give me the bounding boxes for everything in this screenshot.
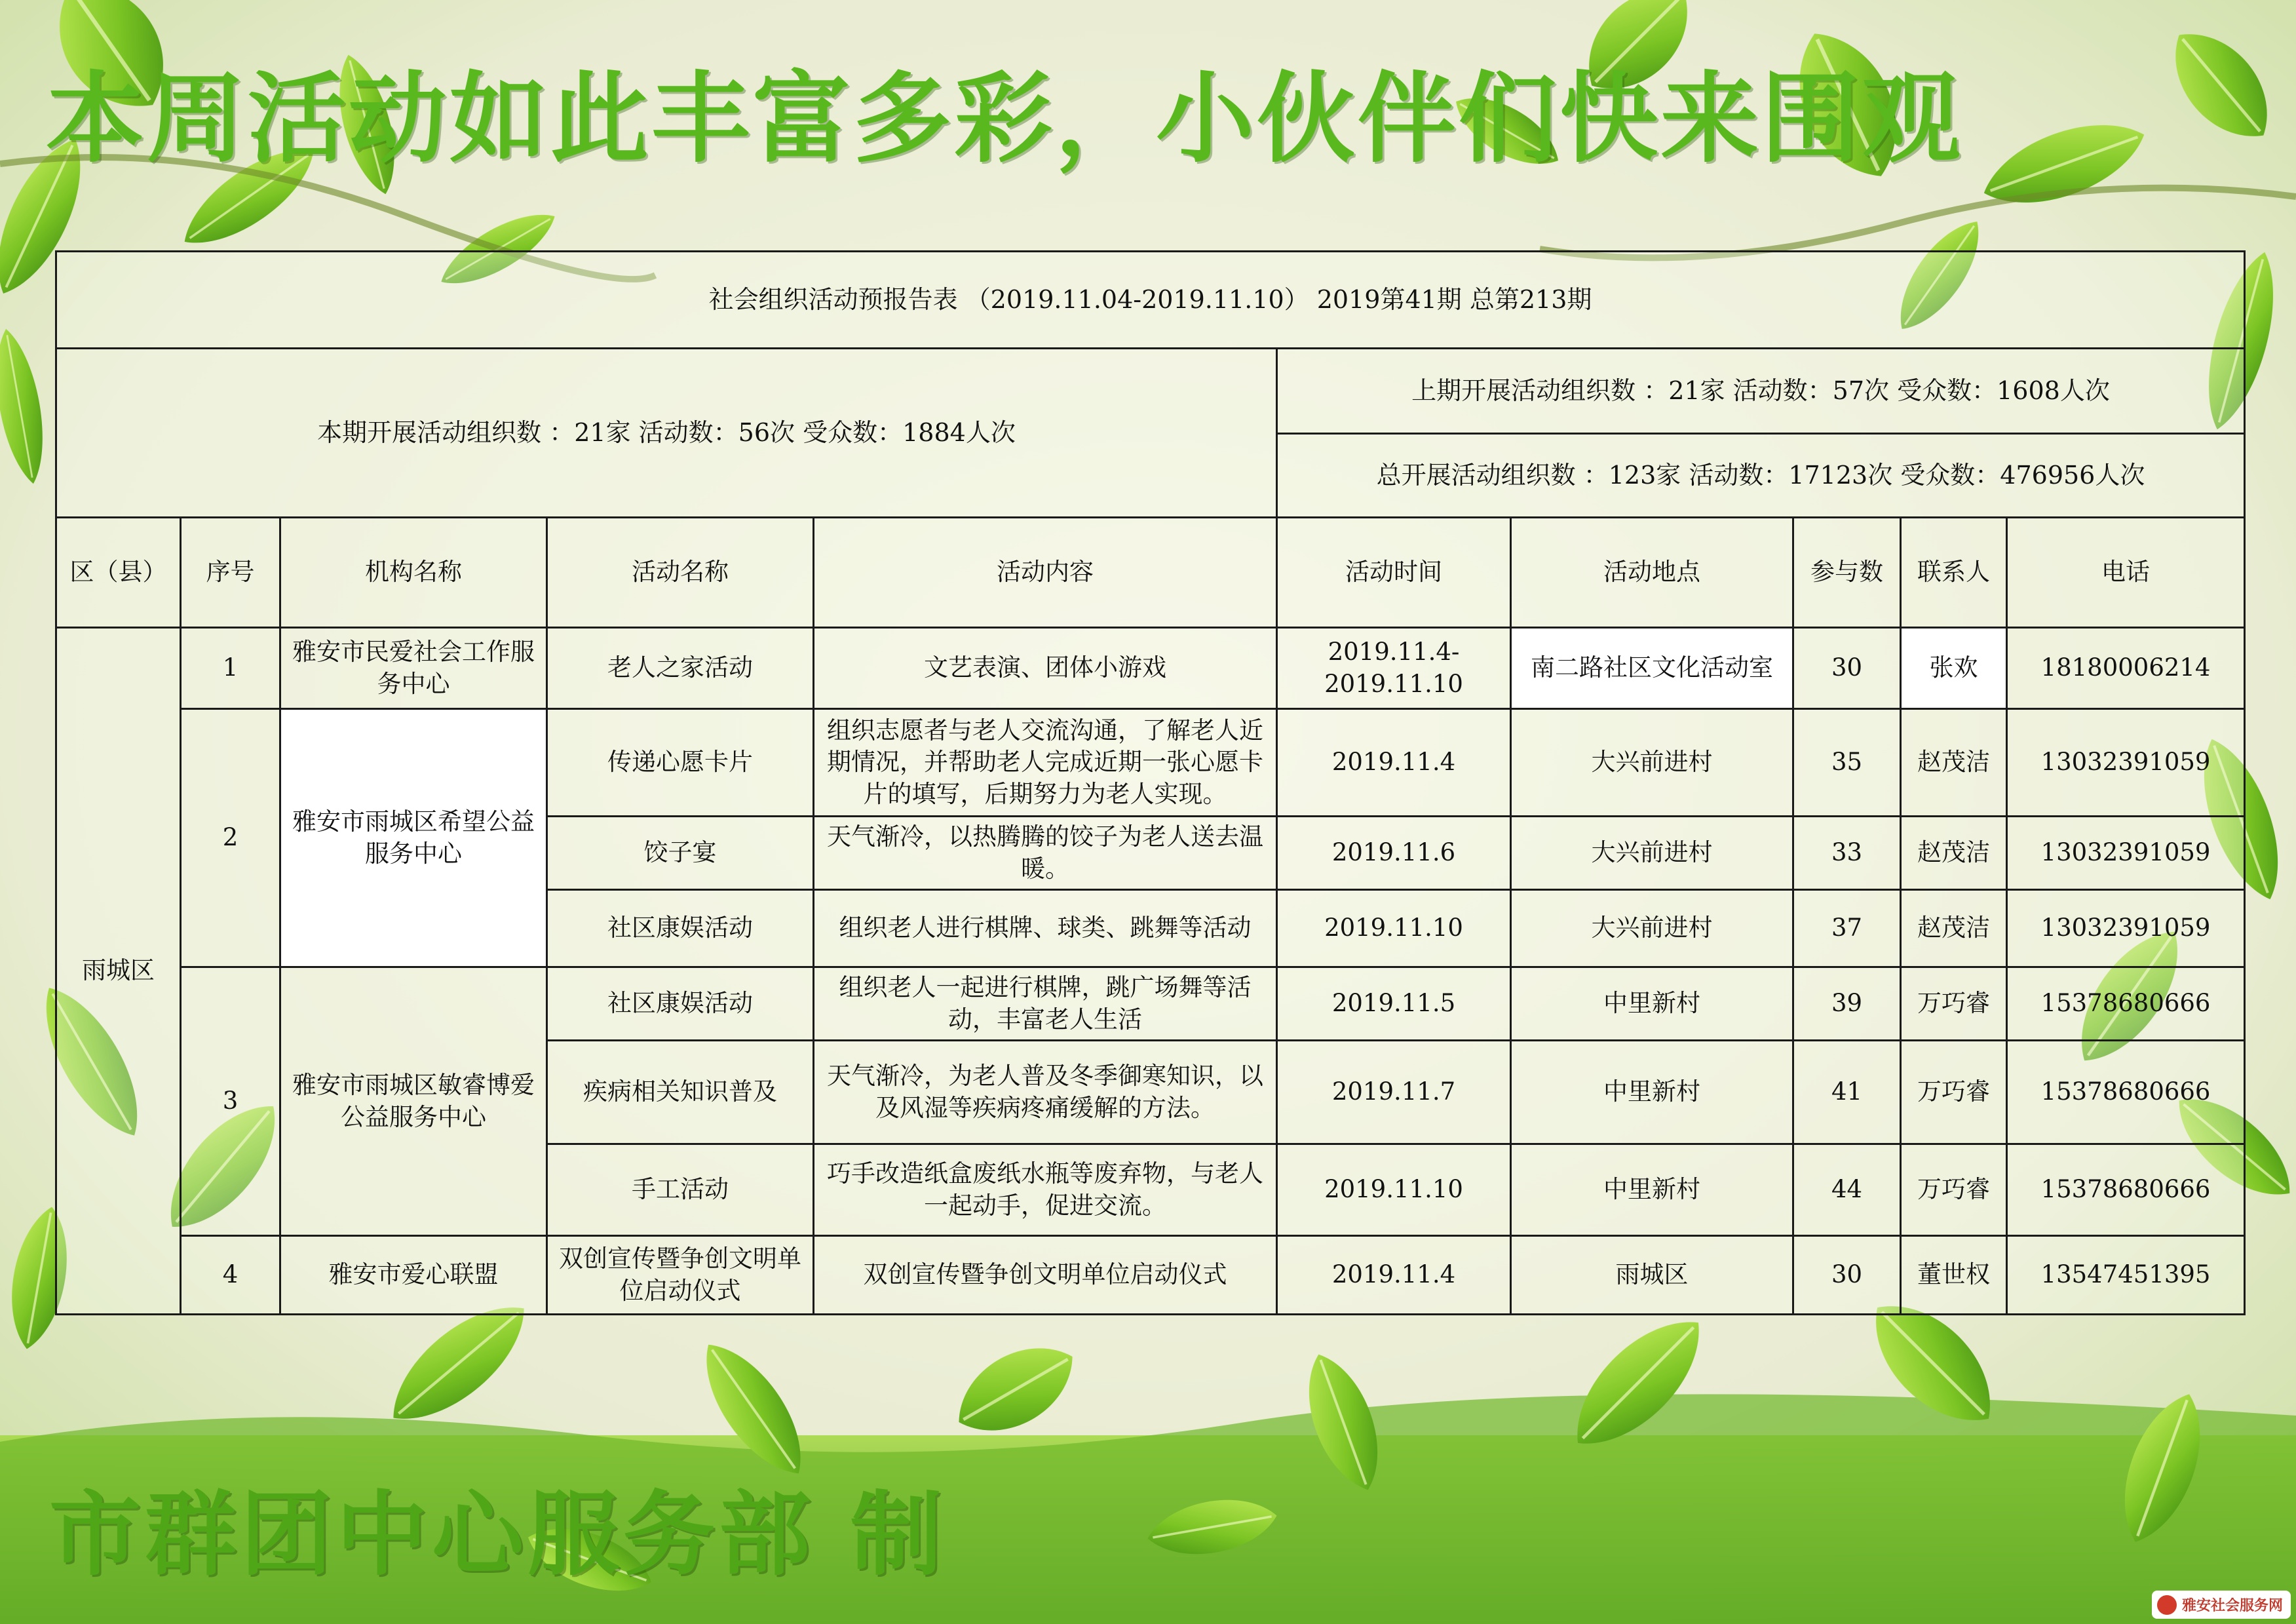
participant-count: 35: [1793, 709, 1901, 817]
org-number: 2: [181, 709, 280, 967]
activity-name: 传递心愿卡片: [547, 709, 814, 817]
contact-phone: 13032391059: [2007, 890, 2245, 967]
activity-name: 手工活动: [547, 1144, 814, 1236]
contact-person: 万巧睿: [1901, 1144, 2007, 1236]
contact-phone: 15378680666: [2007, 967, 2245, 1041]
column-header: 活动名称: [547, 518, 814, 628]
column-header: 联系人: [1901, 518, 2007, 628]
activity-content: 组织志愿者与老人交流沟通，了解老人近期情况，并帮助老人完成近期一张心愿卡片的填写，后期努力为老人实现。: [814, 709, 1277, 817]
org-name: 雅安市爱心联盟: [280, 1236, 547, 1315]
contact-phone: 18180006214: [2007, 628, 2245, 709]
activity-content: 文艺表演、团体小游戏: [814, 628, 1277, 709]
activity-place: 大兴前进村: [1511, 817, 1793, 890]
contact-phone: 13032391059: [2007, 817, 2245, 890]
column-header: 活动时间: [1277, 518, 1511, 628]
participant-count: 41: [1793, 1041, 1901, 1144]
org-number: 3: [181, 967, 280, 1236]
column-header: 活动内容: [814, 518, 1277, 628]
activity-time: 2019.11.6: [1277, 817, 1511, 890]
org-number: 1: [181, 628, 280, 709]
org-name: 雅安市雨城区敏睿博爱公益服务中心: [280, 967, 547, 1236]
headline: 本周活动如此丰富多彩，小伙伴们快来围观: [46, 62, 1964, 176]
watermark-text: 雅安社会服务网: [2181, 1598, 2283, 1614]
org-name: 雅安市民爱社会工作服务中心: [280, 628, 547, 709]
contact-phone: 13547451395: [2007, 1236, 2245, 1315]
table-row: [56, 1236, 2245, 1315]
activity-content: 天气渐冷，以热腾腾的饺子为老人送去温暖。: [814, 817, 1277, 890]
table-row: [56, 709, 2245, 817]
site-watermark: [2152, 1591, 2291, 1619]
activity-name: 社区康娱活动: [547, 890, 814, 967]
participant-count: 37: [1793, 890, 1901, 967]
activity-place: 南二路社区文化活动室: [1511, 628, 1793, 709]
contact-phone: 13032391059: [2007, 709, 2245, 817]
table-row: [56, 628, 2245, 709]
activity-time: 2019.11.10: [1277, 1144, 1511, 1236]
activity-name: 社区康娱活动: [547, 967, 814, 1041]
participant-count: 44: [1793, 1144, 1901, 1236]
activity-place: 中里新村: [1511, 1144, 1793, 1236]
contact-person: 张欢: [1901, 628, 2007, 709]
activity-content: 双创宣传暨争创文明单位启动仪式: [814, 1236, 1277, 1315]
activity-time: 2019.11.4: [1277, 709, 1511, 817]
contact-phone: 15378680666: [2007, 1041, 2245, 1144]
activity-place: 中里新村: [1511, 1041, 1793, 1144]
activity-name: 疾病相关知识普及: [547, 1041, 814, 1144]
activity-name: 饺子宴: [547, 817, 814, 890]
activity-name: 老人之家活动: [547, 628, 814, 709]
footer-credit: 市群团中心服务部 制: [49, 1482, 946, 1589]
site-logo-icon: [2157, 1595, 2177, 1615]
report-title: 社会组织活动预报告表 （2019.11.04-2019.11.10） 2019第41期 总第213期: [56, 252, 2245, 349]
contact-person: 赵茂洁: [1901, 817, 2007, 890]
column-header: 序号: [181, 518, 280, 628]
participant-count: 39: [1793, 967, 1901, 1041]
activity-place: 中里新村: [1511, 967, 1793, 1041]
contact-person: 赵茂洁: [1901, 709, 2007, 817]
column-header: 机构名称: [280, 518, 547, 628]
activity-time: 2019.11.4: [1277, 1236, 1511, 1315]
participant-count: 33: [1793, 817, 1901, 890]
activity-content: 天气渐冷，为老人普及冬季御寒知识，以及风湿等疾病疼痛缓解的方法。: [814, 1041, 1277, 1144]
table-row: [56, 967, 2245, 1041]
district-cell: 雨城区: [56, 628, 181, 1315]
activity-time: 2019.11.4-2019.11.10: [1277, 628, 1511, 709]
column-header: 区（县）: [56, 518, 181, 628]
org-number: 4: [181, 1236, 280, 1315]
activity-content: 组织老人一起进行棋牌，跳广场舞等活动，丰富老人生活: [814, 967, 1277, 1041]
contact-person: 赵茂洁: [1901, 890, 2007, 967]
last-period-summary: 上期开展活动组织数 ：21家 活动数：57次 受众数：1608人次: [1277, 349, 2245, 434]
activity-content: 组织老人进行棋牌、球类、跳舞等活动: [814, 890, 1277, 967]
participant-count: 30: [1793, 628, 1901, 709]
activity-name: 双创宣传暨争创文明单位启动仪式: [547, 1236, 814, 1315]
org-name: 雅安市雨城区希望公益服务中心: [280, 709, 547, 967]
column-header: 电话: [2007, 518, 2245, 628]
activity-content: 巧手改造纸盒废纸水瓶等废弃物，与老人一起动手，促进交流。: [814, 1144, 1277, 1236]
activity-place: 大兴前进村: [1511, 890, 1793, 967]
participant-count: 30: [1793, 1236, 1901, 1315]
this-period-summary: 本期开展活动组织数 ：21家 活动数：56次 受众数：1884人次: [56, 349, 1277, 518]
activity-time: 2019.11.10: [1277, 890, 1511, 967]
activity-time: 2019.11.7: [1277, 1041, 1511, 1144]
table-header-row: [56, 518, 2245, 628]
contact-person: 万巧睿: [1901, 967, 2007, 1041]
activity-place: 雨城区: [1511, 1236, 1793, 1315]
total-summary: 总开展活动组织数 ：123家 活动数：17123次 受众数：476956人次: [1277, 434, 2245, 518]
contact-person: 董世权: [1901, 1236, 2007, 1315]
activity-time: 2019.11.5: [1277, 967, 1511, 1041]
contact-person: 万巧睿: [1901, 1041, 2007, 1144]
column-header: 活动地点: [1511, 518, 1793, 628]
contact-phone: 15378680666: [2007, 1144, 2245, 1236]
activity-report-table: [55, 250, 2246, 1315]
activity-place: 大兴前进村: [1511, 709, 1793, 817]
column-header: 参与数: [1793, 518, 1901, 628]
